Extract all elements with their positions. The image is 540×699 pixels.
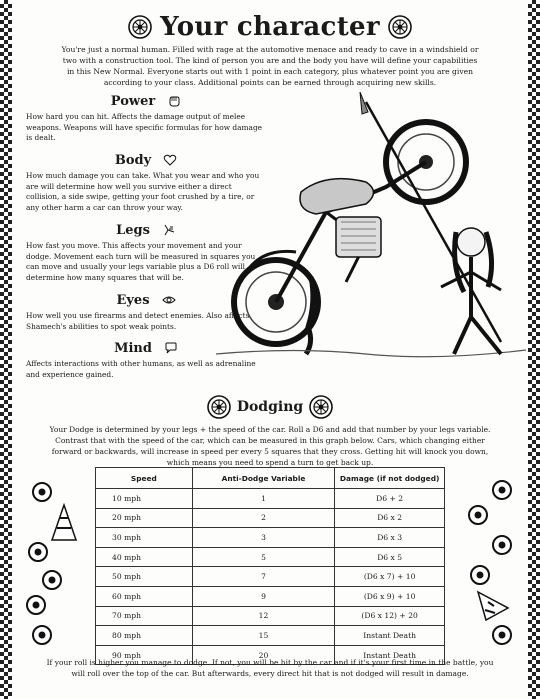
damage-cell: D6 x 3 <box>335 528 445 548</box>
heart-icon <box>163 153 177 167</box>
table-row <box>96 626 445 646</box>
stat-description: How fast you move. This affects your movement and your dodge. Movement each turn will be measured in squares you can move and usually your legs variable plus a D6 roll will determine how many squares that will be. <box>26 241 256 282</box>
eye-icon <box>162 293 176 307</box>
cone-tire-decoration-right <box>458 480 520 650</box>
dodging-paragraph: Your Dodge is determined by your legs + the speed of the car. Roll a D6 and add that number by your legs variable. Contrast that with the speed of the car, which can be measured in this graph below. Cars, which changing either forward or backwards, will increase in speed per every 5 squares that they cross. Getting hit will knock you down, which means you need to spend a turn to get back up. <box>49 425 491 467</box>
stat-description: How much damage you can take. What you wear and who you are will determine how well you survive either a direct collision, a side swipe, getting your foot crushed by a tire, or any other harm a car can throw your way. <box>26 171 260 212</box>
speed-cell: 40 mph <box>96 547 193 567</box>
cone-tire-decoration-left <box>24 480 84 650</box>
damage-cell: (D6 x 9) + 10 <box>335 586 445 606</box>
speed-cell: 50 mph <box>96 567 193 587</box>
stat-description: How well you use firearms and detect enemies. Also affects Shamech's abilities to spot weak points. <box>26 311 250 331</box>
table-row <box>96 586 445 606</box>
table-row <box>96 528 445 548</box>
table-header-row <box>96 468 445 489</box>
damage-cell: D6 + 2 <box>335 489 445 509</box>
anti-dodge-cell: 15 <box>192 626 335 646</box>
stat-description: How hard you can hit. Affects the damage output of melee weapons. Weapons will have specific formulas for how damage is dealt. <box>26 112 263 142</box>
section-title: Dodging <box>236 399 304 415</box>
checkered-border-right <box>528 0 540 699</box>
checkered-border-left <box>0 0 12 699</box>
column-header: Damage (if not dodged) <box>335 468 445 489</box>
anti-dodge-cell: 1 <box>192 489 335 509</box>
table-row <box>96 489 445 509</box>
stat-title: Eyes <box>116 292 150 308</box>
damage-cell: D6 x 5 <box>335 547 445 567</box>
speech-bubble-icon <box>164 341 178 355</box>
damage-cell: D6 x 2 <box>335 508 445 528</box>
damage-cell: Instant Death <box>335 626 445 646</box>
tire-icon <box>33 483 51 501</box>
footer-paragraph: If your roll is higher you manage to dodge. If not, you will be hit by the car and if it's your first time in the battle, you will roll over the top of the car. But afterwards, every direct hit that is not dodged will result in damage. <box>46 658 494 678</box>
wheel-emblem-icon <box>128 15 152 39</box>
table-row <box>96 508 445 528</box>
stat-title: Mind <box>114 340 152 356</box>
wheel-emblem-icon <box>309 395 333 419</box>
column-header: Anti-Dodge Variable <box>192 468 335 489</box>
damage-cell: Instant Death <box>335 645 445 665</box>
speed-cell: 80 mph <box>96 626 193 646</box>
wheel-emblem-icon <box>207 395 231 419</box>
page-title: Your character <box>160 12 380 42</box>
speed-cell: 90 mph <box>96 645 193 665</box>
anti-dodge-cell: 2 <box>192 508 335 528</box>
anti-dodge-cell: 12 <box>192 606 335 626</box>
speed-cell: 20 mph <box>96 508 193 528</box>
anti-dodge-cell: 9 <box>192 586 335 606</box>
running-leg-icon <box>162 223 176 237</box>
damage-cell: (D6 x 12) + 20 <box>335 606 445 626</box>
column-header: Speed <box>96 468 193 489</box>
stat-title: Legs <box>116 222 150 238</box>
speed-table <box>95 467 445 665</box>
speed-cell: 70 mph <box>96 606 193 626</box>
motorcycle-warrior-illustration <box>216 92 526 374</box>
speed-cell: 60 mph <box>96 586 193 606</box>
speed-cell: 30 mph <box>96 528 193 548</box>
stat-title: Power <box>110 93 156 109</box>
speed-cell: 10 mph <box>96 489 193 509</box>
table-row <box>96 567 445 587</box>
anti-dodge-cell: 20 <box>192 645 335 665</box>
fist-icon <box>167 94 181 108</box>
intro-paragraph: You're just a normal human. Filled with rage at the automotive menace and ready to cave in a windshield or two with a construction tool. The kind of person you are and the body you have will define your capabilities in this New Normal. Everyone starts out with 1 point in each category, plus whatever point you are given according to your class. Additional points can be earned through acquiring new skills. <box>61 45 479 87</box>
stat-title: Body <box>114 152 152 168</box>
anti-dodge-cell: 3 <box>192 528 335 548</box>
wheel-emblem-icon <box>388 15 412 39</box>
stat-description: Affects interactions with other humans, as well as adrenaline and experience gained. <box>26 359 256 379</box>
title-row <box>0 12 540 42</box>
anti-dodge-cell: 7 <box>192 567 335 587</box>
table-row <box>96 606 445 626</box>
damage-cell: (D6 x 7) + 10 <box>335 567 445 587</box>
dodging-header <box>0 395 540 419</box>
anti-dodge-cell: 5 <box>192 547 335 567</box>
table-row <box>96 547 445 567</box>
